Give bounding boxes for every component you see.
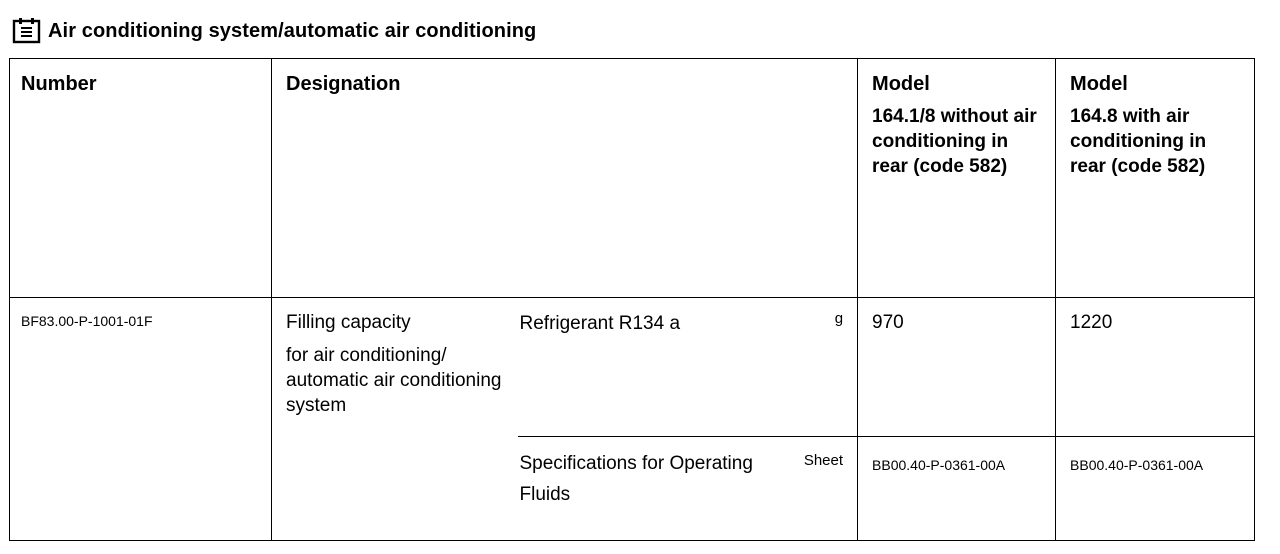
designation-main: Filling capacity [286, 312, 411, 333]
number-cell [10, 298, 272, 541]
header-model-b-label: Model [1070, 73, 1128, 95]
item-value-b: BB00.40-P-0361-00A [1070, 457, 1204, 473]
item-label-cell [518, 298, 768, 437]
table-header-row [10, 59, 1255, 298]
item-value-b: 1220 [1070, 312, 1113, 333]
header-designation: Designation [286, 73, 401, 95]
item-unit-cell [768, 298, 858, 437]
designation-sub: for air conditioning/ automatic air conditioning system [286, 345, 502, 416]
item-label: Specifications for Operating Fluids [519, 453, 753, 505]
header-designation-cell [272, 59, 858, 298]
item-label: Refrigerant R134 a [519, 313, 681, 334]
item-label-cell [518, 437, 768, 541]
header-model-b-sub: 164.8 with air conditioning in rear (code 582) [1070, 106, 1207, 177]
header-model-a-cell [858, 59, 1056, 298]
value-b-cell [1056, 437, 1255, 541]
value-a-cell [858, 298, 1056, 437]
section-title [12, 16, 536, 46]
document-number: BF83.00-P-1001-01F [21, 313, 153, 329]
item-unit-cell [768, 437, 858, 541]
item-value-a: 970 [872, 312, 904, 333]
designation-cell [272, 298, 518, 541]
item-unit: g [834, 310, 844, 327]
value-b-cell [1056, 298, 1255, 437]
item-unit: Sheet [803, 452, 844, 469]
checklist-icon [12, 17, 42, 45]
header-model-a-label: Model [872, 73, 930, 95]
header-number: Number [21, 73, 97, 95]
header-model-b-cell [1056, 59, 1255, 298]
page-title: Air conditioning system/automatic air conditioning [48, 19, 537, 42]
specification-table [9, 58, 1255, 541]
header-model-a-sub: 164.1/8 without air conditioning in rear (code 582) [872, 106, 1037, 177]
item-value-a: BB00.40-P-0361-00A [872, 457, 1006, 473]
table-row [10, 298, 1255, 437]
header-number-cell [10, 59, 272, 298]
value-a-cell [858, 437, 1056, 541]
